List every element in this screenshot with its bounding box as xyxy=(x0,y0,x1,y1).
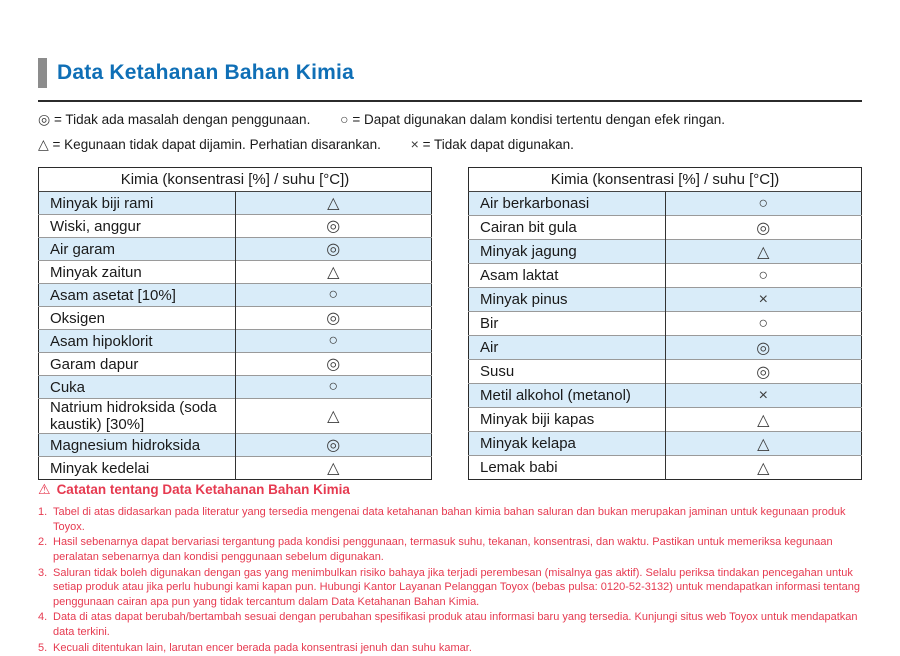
rating-symbol: ○ xyxy=(235,330,432,353)
page-title: Data Ketahanan Bahan Kimia xyxy=(57,61,354,84)
chemical-name: Lemak babi xyxy=(469,456,666,480)
legend-text: = Tidak dapat digunakan. xyxy=(422,137,574,152)
chemical-name: Garam dapur xyxy=(39,353,236,376)
note-text: Data di atas dapat berubah/bertambah sesuai dengan perubahan spesifikasi produk atau informasi baru yang tersedia. Kunjungi situs web Toyox untuk mendapatkan data terkini. xyxy=(53,611,858,638)
legend-line-2 xyxy=(38,136,862,153)
rating-symbol: ○ xyxy=(665,264,862,288)
notes-section xyxy=(38,481,868,656)
rating-symbol: △ xyxy=(235,399,432,434)
rating-symbol: ◎ xyxy=(235,434,432,457)
note-item xyxy=(38,566,868,610)
chemical-name: Susu xyxy=(469,360,666,384)
chemical-name: Minyak jagung xyxy=(469,240,666,264)
chemical-name: Minyak biji kapas xyxy=(469,408,666,432)
table-row xyxy=(39,330,432,353)
chemical-name: Minyak biji rami xyxy=(39,192,236,215)
note-text: Tabel di atas didasarkan pada literatur yang tersedia mengenai data ketahanan bahan kimia bahan saluran dan bukan merupakan jaminan untuk kegunaan produk Toyox. xyxy=(53,506,846,533)
chemical-name: Cairan bit gula xyxy=(469,216,666,240)
rating-symbol: × xyxy=(665,384,862,408)
chemical-name: Asam hipoklorit xyxy=(39,330,236,353)
table-row xyxy=(469,288,862,312)
rating-symbol: △ xyxy=(235,261,432,284)
note-text: Kecuali ditentukan lain, larutan encer berada pada konsentrasi jenuh dan suhu kamar. xyxy=(53,641,472,654)
note-item xyxy=(38,610,868,639)
chemical-name: Air berkarbonasi xyxy=(469,192,666,216)
circle-icon: ○ xyxy=(340,111,349,127)
table-row xyxy=(39,399,432,434)
table-row xyxy=(39,307,432,330)
rating-symbol: ◎ xyxy=(665,216,862,240)
rating-symbol: ◎ xyxy=(665,360,862,384)
rating-symbol: ○ xyxy=(235,376,432,399)
rating-symbol: ◎ xyxy=(235,307,432,330)
chemical-table-left xyxy=(38,167,432,480)
chemical-name: Air xyxy=(469,336,666,360)
rating-symbol: △ xyxy=(665,240,862,264)
rating-symbol: ◎ xyxy=(235,238,432,261)
header-divider xyxy=(38,100,862,102)
table-row xyxy=(469,192,862,216)
rating-symbol: ○ xyxy=(235,284,432,307)
rating-symbol: △ xyxy=(665,432,862,456)
table-row xyxy=(39,238,432,261)
chemical-name: Bir xyxy=(469,312,666,336)
legend-text: = Tidak ada masalah dengan penggunaan. xyxy=(53,112,311,127)
note-text: Saluran tidak boleh digunakan dengan gas yang menimbulkan risiko bahaya jika terjadi perembesan (misalnya gas aktif). Selalu periksa tindakan pencegahan untuk setiap produk atau jika perlu hubungi kami kapan pun. Hubungi Kantor Layanan Pelanggan Toyox (bebas pulsa: 0120-52-3132) untuk mendapatkan informasi tentang penggunaan cairan apa pun yang tidak tercantum dalam Data Ketahanan Bahan Kimia. xyxy=(53,566,861,608)
table-row xyxy=(469,432,862,456)
chemical-name: Cuka xyxy=(39,376,236,399)
legend-text: = Kegunaan tidak dapat dijamin. Perhatian disarankan. xyxy=(52,137,381,152)
rating-symbol: ◎ xyxy=(665,336,862,360)
note-item xyxy=(38,641,868,656)
rating-symbol: △ xyxy=(327,195,340,212)
table-row xyxy=(469,408,862,432)
rating-symbol: × xyxy=(665,288,862,312)
table-row xyxy=(469,336,862,360)
table-row xyxy=(39,457,432,480)
legend-item-unusable xyxy=(411,137,574,152)
rating-symbol: △ xyxy=(665,456,862,480)
chemical-name: Natrium hidroksida (soda kaustik) [30%] xyxy=(39,399,236,434)
cross-icon: × xyxy=(410,136,419,152)
table-row xyxy=(469,264,862,288)
chemical-name: Minyak kedelai xyxy=(39,457,236,480)
table-row xyxy=(39,353,432,376)
legend-line-1 xyxy=(38,111,862,128)
note-text: Hasil sebenarnya dapat bervariasi tergantung pada kondisi penggunaan, termasuk suhu, tekanan, konsentrasi, dan waktu. Pastikan untuk memeriksa kegunaan peralatan sebenarnya dan kondisi penggunaan sebelum digunakan. xyxy=(53,536,833,563)
legend-item-caution xyxy=(38,137,381,152)
table-row xyxy=(39,215,432,238)
chemical-name: Minyak pinus xyxy=(469,288,666,312)
table-row xyxy=(469,384,862,408)
chemical-name: Metil alkohol (metanol) xyxy=(469,384,666,408)
rating-symbol: ◎ xyxy=(235,353,432,376)
rating-symbol: ○ xyxy=(665,312,862,336)
table-header: Kimia (konsentrasi [%] / suhu [°C]) xyxy=(39,168,432,192)
double-circle-icon: ◎ xyxy=(38,111,51,127)
rating-symbol: △ xyxy=(665,408,862,432)
rating-symbol: △ xyxy=(235,457,432,480)
note-item xyxy=(38,535,868,564)
warning-icon: ⚠ xyxy=(38,481,51,497)
chemical-name: Oksigen xyxy=(39,307,236,330)
table-row xyxy=(39,261,432,284)
table-header-row xyxy=(469,168,862,192)
chemical-table-right xyxy=(468,167,862,480)
table-header: Kimia (konsentrasi [%] / suhu [°C]) xyxy=(469,168,862,192)
chemical-name: Asam asetat [10%] xyxy=(39,284,236,307)
rating-legend xyxy=(38,111,862,161)
note-item xyxy=(38,505,868,534)
notes-title-row xyxy=(38,481,868,498)
table-row xyxy=(469,216,862,240)
chemical-name: Minyak zaitun xyxy=(39,261,236,284)
chemical-name: Minyak kelapa xyxy=(469,432,666,456)
table-row xyxy=(39,284,432,307)
chemical-name: Air garam xyxy=(39,238,236,261)
title-accent-bar xyxy=(38,58,47,88)
table-row xyxy=(469,360,862,384)
table-row xyxy=(469,456,862,480)
chemical-name: Wiski, anggur xyxy=(39,215,236,238)
legend-item-conditional xyxy=(340,112,725,127)
table-row xyxy=(469,240,862,264)
legend-item-no-problem xyxy=(38,112,310,127)
chemical-name: Magnesium hidroksida xyxy=(39,434,236,457)
note-number: 4. xyxy=(38,611,48,624)
note-number: 1. xyxy=(38,506,48,518)
page-header xyxy=(38,58,354,88)
table-row xyxy=(39,434,432,457)
table-header-row xyxy=(39,168,432,192)
legend-text: = Dapat digunakan dalam kondisi tertentu dengan efek ringan. xyxy=(352,112,725,127)
notes-title: Catatan tentang Data Ketahanan Bahan Kimia xyxy=(56,482,350,497)
note-number: 2. xyxy=(38,536,48,549)
chemical-name: Asam laktat xyxy=(469,264,666,288)
table-row xyxy=(39,376,432,399)
rating-symbol: ○ xyxy=(758,194,769,212)
chemical-resistance-tables xyxy=(38,167,862,480)
triangle-icon: △ xyxy=(38,136,49,152)
table-row xyxy=(39,192,432,215)
rating-symbol: ◎ xyxy=(235,215,432,238)
table-row xyxy=(469,312,862,336)
note-number: 3. xyxy=(38,566,48,579)
note-number: 5. xyxy=(38,641,48,654)
